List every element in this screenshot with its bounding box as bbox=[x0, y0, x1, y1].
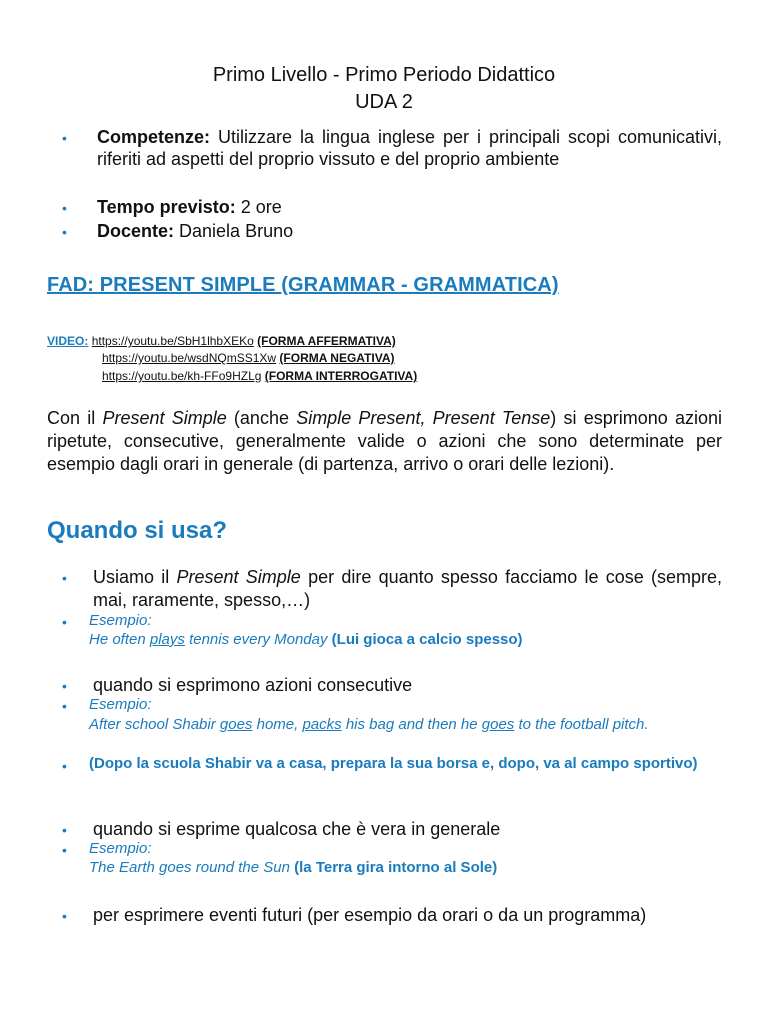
bullet-icon: • bbox=[62, 570, 67, 586]
example-translation: (la Terra gira intorno al Sole) bbox=[294, 859, 498, 876]
example-label-3: Esempio: bbox=[89, 840, 152, 857]
docente-text: Daniela Bruno bbox=[179, 221, 294, 241]
bullet-icon: • bbox=[62, 224, 67, 240]
use-item-1 bbox=[93, 566, 722, 612]
example-verb: packs bbox=[302, 716, 342, 733]
example-label-2: Esempio: bbox=[89, 696, 152, 713]
intro-text: (anche bbox=[226, 408, 297, 428]
example-verb: plays bbox=[149, 631, 185, 648]
use-text: Usiamo il bbox=[93, 567, 177, 587]
example-label-1: Esempio: bbox=[89, 612, 152, 629]
example-verb: goes bbox=[481, 716, 515, 733]
use-item-4: per esprimere eventi futuri (per esempio da orari o da un programma) bbox=[93, 905, 647, 925]
video-note-3: (FORMA INTERROGATIVA) bbox=[264, 369, 418, 383]
example-text: The Earth goes round the Sun bbox=[89, 859, 295, 876]
document-subtitle: UDA 2 bbox=[355, 91, 413, 113]
intro-italic: Present Simple bbox=[102, 408, 227, 428]
bullet-icon: • bbox=[62, 678, 67, 694]
example-text: to the football pitch. bbox=[514, 716, 649, 733]
intro-italic: Simple Present, Present Tense bbox=[296, 408, 551, 428]
use-text: per dire quanto spesso facciamo le cose (sempre, mai, raramente, spesso,…) bbox=[93, 567, 723, 610]
bullet-icon: • bbox=[62, 842, 67, 858]
use-item-3: quando si esprime qualcosa che è vera in generale bbox=[93, 819, 501, 839]
use-item-2: quando si esprimono azioni consecutive bbox=[93, 675, 413, 695]
example-verb: goes bbox=[219, 716, 253, 733]
docente-label: Docente: bbox=[97, 221, 175, 241]
example-translation-2: (Dopo la scuola Shabir va a casa, prepara la sua borsa e, dopo, va al campo sportivo) bbox=[89, 755, 698, 772]
tempo-label: Tempo previsto: bbox=[97, 197, 236, 217]
video-link-1[interactable]: https://youtu.be/SbH1lhbXEKo bbox=[91, 334, 254, 348]
fad-heading: FAD: PRESENT SIMPLE (GRAMMAR - GRAMMATICA) bbox=[47, 274, 559, 296]
intro-text: ) si esprimono azioni ripetute, consecutive, generalmente valide o azioni che sono determinate per esempio dagli orari in generale (di partenza, arrivo o orari delle lezioni). bbox=[47, 408, 722, 474]
example-2 bbox=[89, 715, 722, 735]
info-tempo bbox=[97, 196, 282, 218]
example-3 bbox=[89, 858, 722, 878]
video-row-2 bbox=[47, 350, 395, 366]
video-note-2: (FORMA NEGATIVA) bbox=[279, 351, 395, 365]
bullet-icon: • bbox=[62, 908, 67, 924]
example-1 bbox=[89, 630, 722, 650]
video-row-3 bbox=[47, 368, 417, 384]
video-note-1: (FORMA AFFERMATIVA) bbox=[257, 334, 396, 348]
video-label: VIDEO: bbox=[47, 334, 89, 348]
example-text: After school Shabir bbox=[89, 716, 220, 733]
intro-text: Con il bbox=[47, 408, 103, 428]
bullet-icon: • bbox=[62, 822, 67, 838]
video-link-3[interactable]: https://youtu.be/kh-FFo9HZLg bbox=[102, 369, 262, 383]
bullet-icon: • bbox=[62, 614, 67, 630]
competenze-label: Competenze: bbox=[97, 127, 211, 147]
info-competenze bbox=[97, 126, 722, 170]
document-title: Primo Livello - Primo Periodo Didattico bbox=[212, 64, 556, 86]
intro-paragraph bbox=[47, 407, 722, 476]
example-text: home, bbox=[252, 716, 303, 733]
video-link-2[interactable]: https://youtu.be/wsdNQmSS1Xw bbox=[102, 351, 277, 365]
section-heading: Quando si usa? bbox=[47, 517, 228, 544]
competenze-text: Utilizzare la lingua inglese per i principali scopi comunicativi, riferiti ad aspetti del proprio vissuto e del proprio ambiente bbox=[97, 127, 722, 169]
example-text: his bag and then he bbox=[341, 716, 482, 733]
example-text: He often bbox=[89, 631, 150, 648]
info-docente bbox=[97, 220, 293, 242]
use-italic: Present Simple bbox=[176, 567, 301, 587]
tempo-text: 2 ore bbox=[240, 197, 282, 217]
example-text: tennis every Monday bbox=[184, 631, 332, 648]
bullet-icon: • bbox=[62, 758, 67, 774]
bullet-icon: • bbox=[62, 200, 67, 216]
example-translation: (Lui gioca a calcio spesso) bbox=[331, 631, 523, 648]
bullet-icon: • bbox=[62, 130, 67, 146]
video-row-1 bbox=[47, 333, 396, 349]
bullet-icon: • bbox=[62, 698, 67, 714]
